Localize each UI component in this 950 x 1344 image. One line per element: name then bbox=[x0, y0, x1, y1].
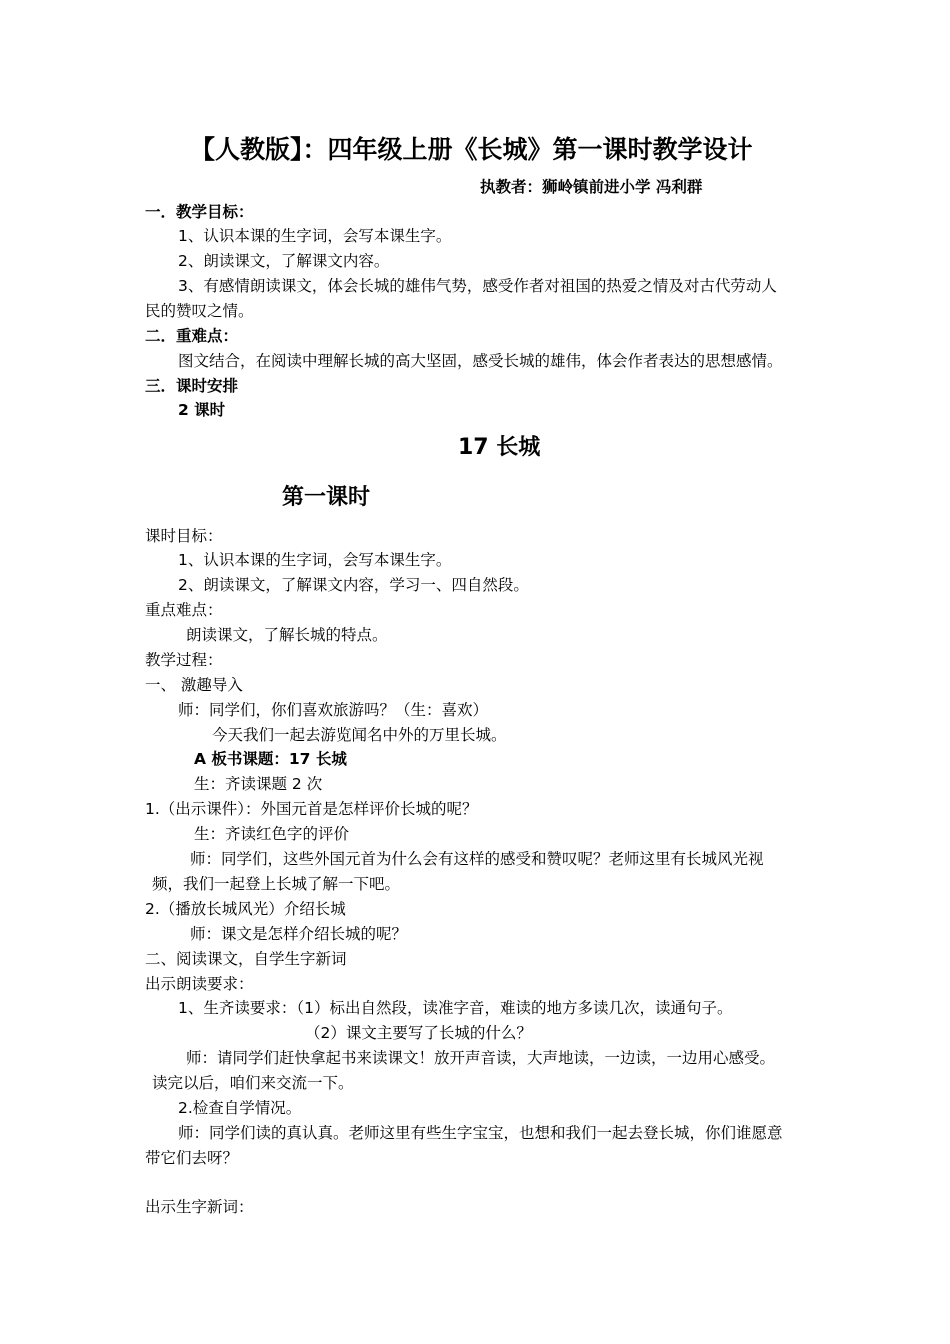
key-points-heading: 重点难点： bbox=[145, 601, 223, 619]
objective-1: 1、认识本课的生字词，会写本课生字。 bbox=[178, 227, 452, 245]
process-heading: 教学过程： bbox=[145, 651, 223, 669]
objective-2: 2、朗读课文，了解课文内容。 bbox=[178, 252, 390, 270]
step-2-heading: 二、阅读课文，自学生字新词 bbox=[145, 950, 347, 968]
period-title: 第一课时 bbox=[282, 485, 371, 510]
students-read-title: 生：齐读课题 2 次 bbox=[194, 775, 323, 793]
key-points-text: 朗读课文，了解长城的特点。 bbox=[186, 626, 388, 644]
period-objectives-heading: 课时目标： bbox=[145, 527, 223, 545]
courseware-question: 1.（出示课件）：外国元首是怎样评价长城的呢？ bbox=[145, 800, 478, 818]
section-schedule-heading: 三．课时安排 bbox=[145, 377, 239, 395]
section-difficulty-heading: 二．重难点： bbox=[145, 327, 239, 345]
objective-3-line-2: 民的赞叹之情。 bbox=[145, 302, 254, 320]
students-read-red: 生：齐读红色字的评价 bbox=[194, 825, 350, 843]
schedule-text: 2 课时 bbox=[178, 401, 226, 419]
new-words-heading: 出示生字新词： bbox=[145, 1198, 254, 1216]
play-video-heading: 2.（播放长城风光）介绍长城 bbox=[145, 900, 346, 918]
difficulty-text: 图文结合，在阅读中理解长城的高大坚固，感受长城的雄伟，体会作者表达的思想感情。 bbox=[178, 352, 783, 370]
section-objectives-heading: 一．教学目标： bbox=[145, 203, 254, 221]
teacher-intro-greatwall: 今天我们一起去游览闻名中外的万里长城。 bbox=[212, 726, 507, 744]
teacher-words-line-2: 带它们去呀？ bbox=[145, 1149, 239, 1167]
requirement-1: 1、生齐读要求：（1）标出自然段，读准字音，难读的地方多读几次，读通句子。 bbox=[178, 999, 733, 1017]
teacher-read-line-1: 师：请同学们赶快拿起书来读课文！放开声音读，大声地读，一边读，一边用心感受。 bbox=[186, 1049, 776, 1067]
period-objective-1: 1、认识本课的生字词，会写本课生字。 bbox=[178, 551, 452, 569]
board-title: A 板书课题：17 长城 bbox=[194, 750, 347, 768]
teacher-question-text: 师：课文是怎样介绍长城的呢？ bbox=[190, 925, 408, 943]
step-1-heading: 一、 激趣导入 bbox=[145, 676, 243, 694]
document-title: 【人教版】：四年级上册《长城》第一课时教学设计 bbox=[190, 135, 753, 164]
objective-3-line-1: 3、有感情朗读课文，体会长城的雄伟气势，感受作者对祖国的热爱之情及对古代劳动人 bbox=[178, 277, 777, 295]
requirement-2: （2）课文主要写了长城的什么？ bbox=[305, 1024, 532, 1042]
teacher-video-line-2: 频，我们一起登上长城了解一下吧。 bbox=[152, 875, 401, 893]
reading-requirements-heading: 出示朗读要求： bbox=[145, 975, 254, 993]
teacher-video-line-1: 师：同学们，这些外国元首为什么会有这样的感受和赞叹呢？老师这里有长城风光视 bbox=[190, 850, 764, 868]
period-objective-2: 2、朗读课文，了解课文内容，学习一、四自然段。 bbox=[178, 576, 529, 594]
lesson-title: 17 长城 bbox=[458, 435, 541, 460]
teacher-words-line-1: 师：同学们读的真认真。老师这里有些生字宝宝，也想和我们一起去登长城，你们谁愿意 bbox=[178, 1124, 783, 1142]
teacher-read-line-2: 读完以后，咱们来交流一下。 bbox=[152, 1074, 354, 1092]
author-line: 执教者：狮岭镇前进小学 冯利群 bbox=[480, 178, 703, 196]
teacher-question-travel: 师：同学们，你们喜欢旅游吗？（生：喜欢） bbox=[178, 701, 489, 719]
check-self-study: 2.检查自学情况。 bbox=[178, 1099, 302, 1117]
